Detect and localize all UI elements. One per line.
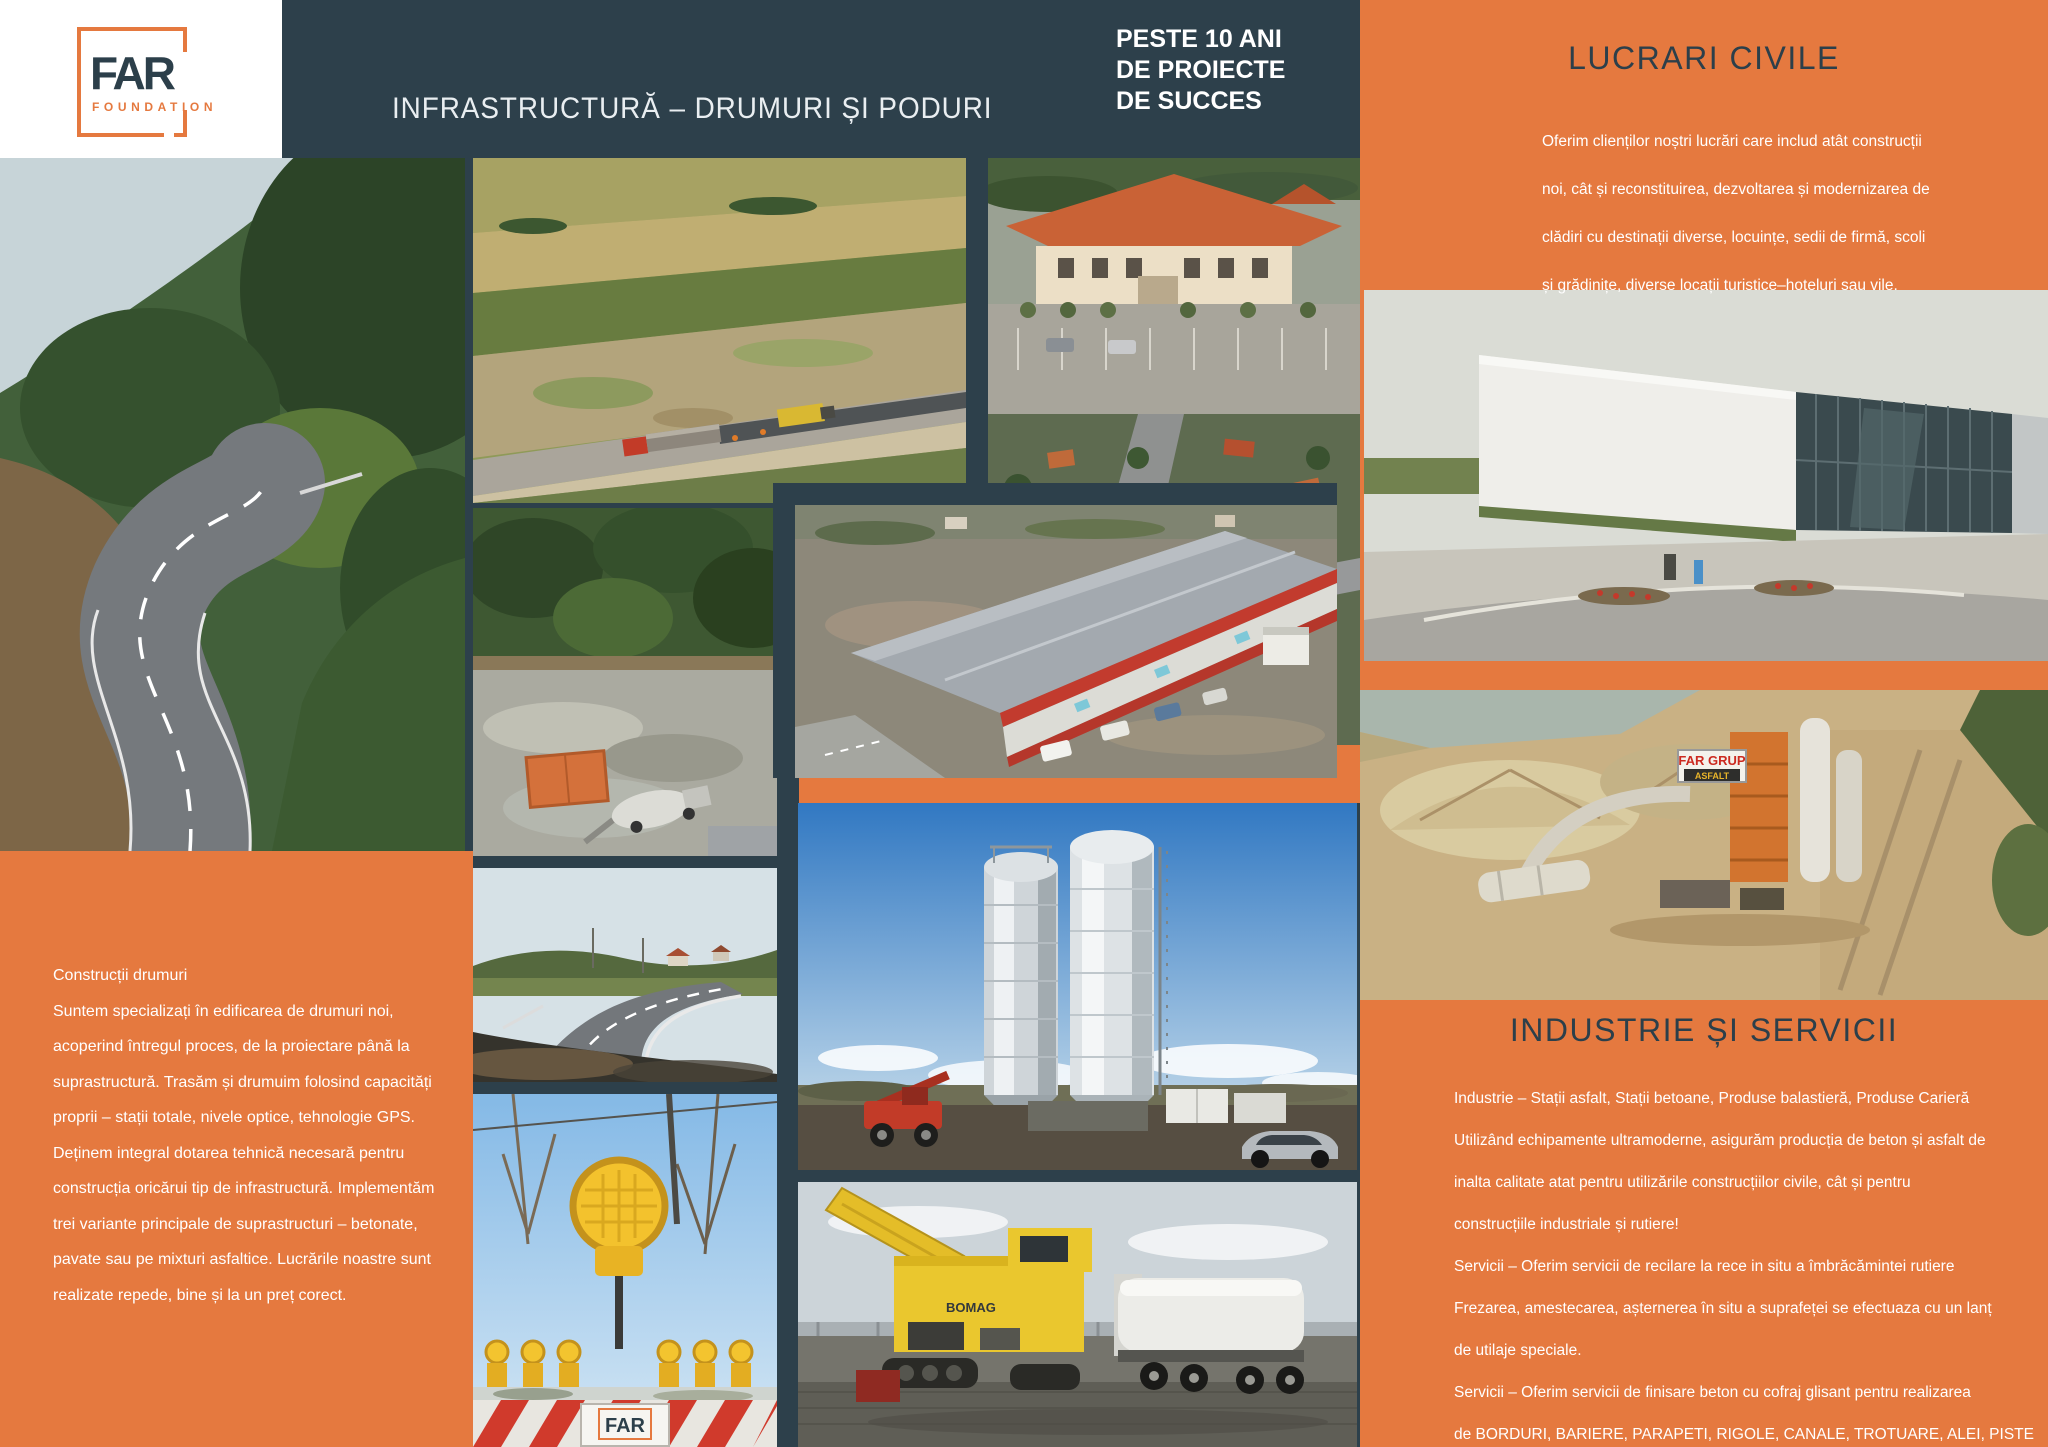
constructii-drumuri-paragraph xyxy=(53,958,434,1313)
section-heading-industrie-servicii: INDUSTRIE ȘI SERVICII xyxy=(1509,1012,1899,1048)
photo-road-bridge xyxy=(473,868,777,1082)
text-line: Deținem integral dotarea tehnică necesară pentru xyxy=(53,1144,405,1162)
logo-subtitle: FOUNDATION xyxy=(92,100,218,114)
text-line: de utilaje speciale. xyxy=(1454,1342,1582,1359)
photo-cement-silos xyxy=(798,803,1357,1170)
text-line: Utilizând echipamente ultramoderne, asigurăm producția de beton și asfalt de xyxy=(1454,1132,1986,1149)
middle-orange-band xyxy=(799,778,1360,803)
paragraph-heading: Construcții drumuri xyxy=(53,967,188,984)
text-line: suprastructură. Trasăm și drumuim folosind capacități xyxy=(53,1073,432,1091)
experience-badge xyxy=(1116,24,1285,117)
photo-road-paving-aerial xyxy=(473,158,966,503)
lucrari-civile-paragraph xyxy=(1542,118,1930,310)
plant-sign-name: FAR GRUP xyxy=(1678,753,1746,768)
text-line: construcția oricărui tip de infrastructură. Implementăm xyxy=(53,1180,435,1197)
photo-warning-barriers xyxy=(473,1094,777,1447)
badge-line: DE PROIECTE xyxy=(1116,56,1286,84)
text-line: clădiri cu destinații diverse, locuințe, sedii de firmă, scoli xyxy=(1542,229,1926,246)
logo-box xyxy=(0,0,282,158)
badge-line: DE SUCCES xyxy=(1116,87,1262,115)
text-line: proprii – stații totale, nivele optice, tehnologie GPS. xyxy=(53,1109,415,1126)
machine-brand-label: BOMAG xyxy=(946,1300,996,1315)
photo-industrial-hall-aerial xyxy=(773,483,1337,778)
text-line: realizate repede, bine și la un preț corect. xyxy=(53,1286,347,1304)
text-line: Servicii – Oferim servicii de recilare la rece in situ a îmbrăcămintei rutiere xyxy=(1454,1258,1955,1275)
text-line: inalta calitate atat pentru utilizările construcțiilor civile, cât și pentru xyxy=(1454,1174,1911,1191)
text-line: Oferim clienților noștri lucrări care includ atât construcții xyxy=(1542,133,1922,150)
industrie-servicii-paragraph xyxy=(1454,1078,2034,1447)
photo-white-building xyxy=(1364,290,2048,661)
photo-asphalt-plant xyxy=(1360,690,2048,1000)
text-line: Servicii – Oferim servicii de finisare beton cu cofraj glisant pentru realizarea xyxy=(1454,1384,1971,1401)
page-title: INFRASTRUCTURĂ – DRUMURI ȘI PODURI xyxy=(392,92,993,125)
text-line: acoperind întregul proces, de la proiectare până la xyxy=(53,1038,410,1055)
logo-wordmark: FAR xyxy=(90,47,173,99)
text-line: construcțiile industriale și rutiere! xyxy=(1454,1216,1679,1233)
text-line: Suntem specializați în edificarea de drumuri noi, xyxy=(53,1002,394,1020)
text-line: trei variante principale de suprastructuri – betonate, xyxy=(53,1215,418,1233)
section-heading-lucrari-civile: LUCRARI CIVILE xyxy=(1568,40,1840,76)
barrier-sign-logo: FAR xyxy=(605,1415,645,1437)
photo-milling-machine xyxy=(798,1182,1357,1447)
text-line: de BORDURI, BARIERE, PARAPETI, RIGOLE, CANALE, TROTUARE, ALEI, PISTE xyxy=(1454,1426,2034,1443)
text-line: noi, cât și reconstituirea, dezvoltarea și modernizarea de xyxy=(1542,181,1930,198)
text-line: și grădinițe, diverse locații turistice–hoteluri sau vile. xyxy=(1542,277,1898,294)
text-line: pavate sau pe mixturi asfaltice. Lucrările noastre sunt xyxy=(53,1251,431,1268)
plant-sign-sub: ASFALT xyxy=(1694,771,1730,781)
badge-line: PESTE 10 ANI xyxy=(1116,25,1282,53)
text-line: Frezarea, amestecarea, așternerea în situ a suprafeței se efectuaza cu un lanț xyxy=(1454,1300,1992,1317)
photo-forest-road xyxy=(0,158,465,851)
photo-concrete-mixer-aerial xyxy=(473,508,777,856)
text-line: Industrie – Stații asfalt, Stații betoane, Produse balastieră, Produse Carieră xyxy=(1454,1090,1970,1107)
